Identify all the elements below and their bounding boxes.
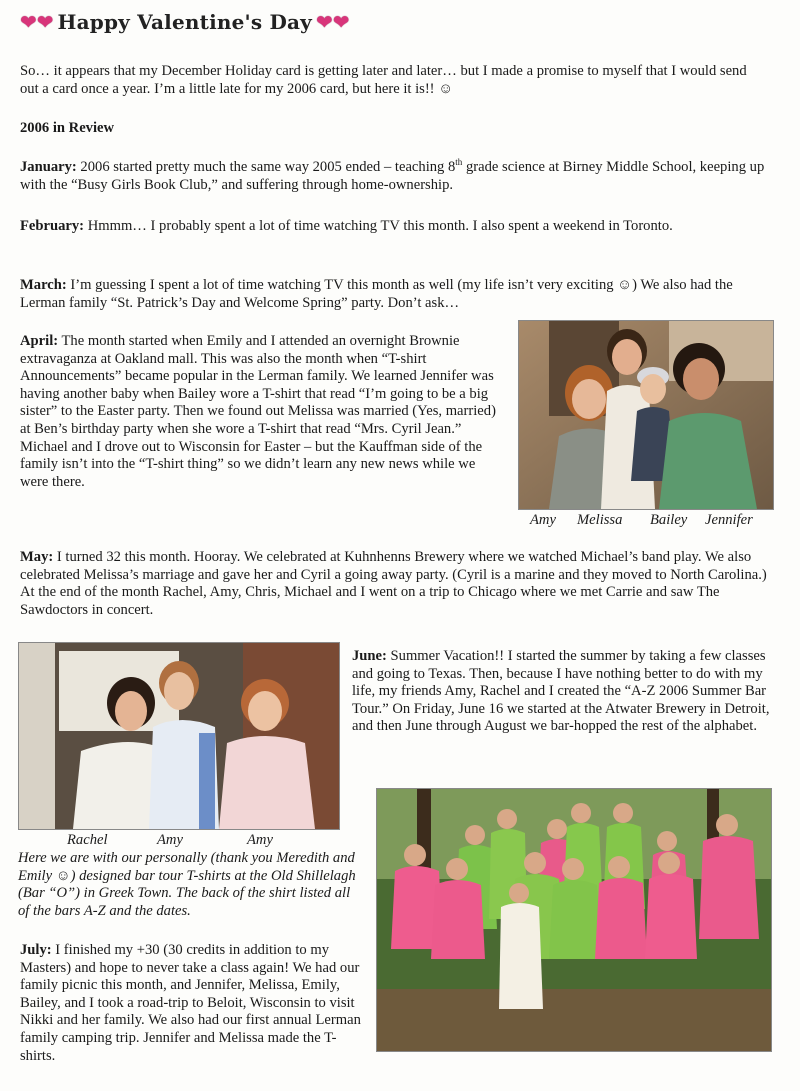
april-paragraph [20, 333, 500, 491]
may-paragraph [20, 549, 768, 619]
photo-name: Amy [247, 832, 273, 848]
photo-name: Amy [157, 832, 183, 848]
title-text: Happy Valentine's Day [57, 10, 312, 35]
intro-paragraph: So… it appears that my December Holiday card is getting later and later… but I made a promise to myself that I would send out a card once a year. I’m a little late for my 2006 card, but here it is!! ☺ [20, 63, 747, 97]
january-paragraph [20, 159, 768, 194]
bar-tour-photo [18, 642, 340, 830]
photo-names [530, 512, 770, 530]
month-label: January: [20, 159, 77, 175]
may-text: I turned 32 this month. Hooray. We celebrated at Kuhnhenns Brewery where we watched Michael’s band play. We also celebrated Melissa’s marriage and gave her and Cyril a going away party. (Cyril is a marine and they moved to North Carolina.) At the end of the month Rachel, Amy, Chris, Michael and I went on a trip to Chicago where we met Carrie and saw The Sawdoctors in concert. [20, 549, 767, 618]
photo-caption: Here we are with our personally (thank you Meredith and Emily ☺) designed bar tour T-shirts at the Old Shillelagh (Bar “O”) in Greek Town. The back of the shirt listed all of the bars A-Z and the dates. [18, 850, 356, 919]
january-text: 2006 started pretty much the same way 2005 ended – teaching 8 [80, 159, 456, 175]
page-title [20, 8, 350, 38]
january-text-cont: grade science at Birney Middle School, keeping up with the “Busy Girls Book Club,” and suffering through home-ownership. [20, 159, 765, 193]
photo-name: Melissa [577, 512, 623, 528]
march-paragraph [20, 277, 768, 312]
family-photo [518, 320, 774, 510]
month-label: July: [20, 942, 52, 958]
hearts-icon: ❤❤ [316, 12, 350, 34]
photo-name: Rachel [67, 832, 108, 848]
february-paragraph [20, 218, 768, 236]
february-text: Hmmm… I probably spent a lot of time watching TV this month. I also spent a weekend in Toronto. [87, 218, 673, 234]
month-label: April: [20, 333, 59, 349]
july-text: I finished my +30 (30 credits in addition to my Masters) and hope to never take a class again! We had our family picnic this month, and Jennifer, Melissa, Emily, Bailey, and I took a road-trip to Beloit, Wisconsin to visit Nikki and her family. We also had our first annual Lerman family camping trip. Jennifer and Melissa made the T-shirts. [20, 942, 361, 1064]
review-heading: 2006 in Review [20, 120, 115, 136]
photo-name: Jennifer [705, 512, 753, 528]
march-text: I’m guessing I spent a lot of time watching TV this month as well (my life isn’t very exciting ☺) We also had the Lerman family “St. Patrick’s Day and Welcome Spring” party. Don’t ask… [20, 277, 733, 311]
june-text: Summer Vacation!! I started the summer by taking a few classes and going to Texas. Then, because I have nothing better to do with my life, my friends Amy, Rachel and I created the “A-Z 2006 Summer Bar Tour.” On Friday, June 16 we started at the Atwater Brewery in Detroit, and then June through August we bar-hopped the rest of the alphabet. [352, 648, 770, 735]
hearts-icon: ❤❤ [20, 12, 54, 34]
month-label: March: [20, 277, 67, 293]
photo-name: Bailey [650, 512, 688, 528]
month-label: June: [352, 648, 387, 664]
ordinal-suffix: th [455, 157, 463, 168]
photo-names [67, 832, 327, 850]
month-label: February: [20, 218, 85, 234]
july-paragraph [20, 942, 370, 1065]
june-paragraph [352, 648, 774, 736]
month-label: May: [20, 549, 54, 565]
photo-name: Amy [530, 512, 556, 528]
april-text: The month started when Emily and I attended an overnight Brownie extravaganza at Oakland mall. This was also the month when “T-shirt Announcements” became popular in the Lerman family. We learned Jennifer was having another baby when Bailey wore a T-shirt that read “I’m going to be a big sister” to the Easter party. Then we found out Melissa was married (Yes, married) at Ben’s birthday party when she wore a T-shirt that read “Mrs. Cyril Jean.” Michael and I drove out to Wisconsin for Easter – but the Kauffman side of the family isn’t into the “T-shirt thing” so we didn’t learn any new news while we were there. [20, 333, 496, 490]
camping-photo [376, 788, 772, 1052]
